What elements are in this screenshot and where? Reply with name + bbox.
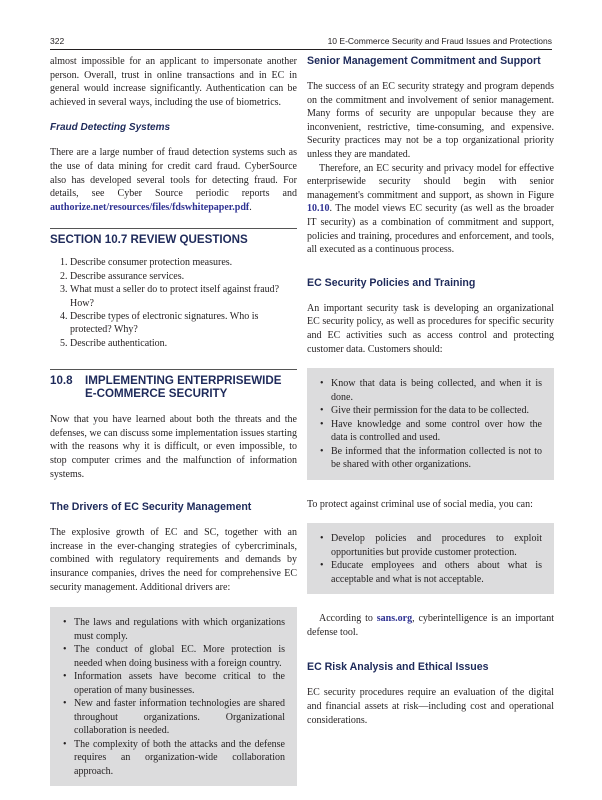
- header-rule: [50, 49, 552, 50]
- sans-paragraph: [307, 612, 554, 639]
- review-question: 4. Describe types of electronic signatures. Who is protected? Why?: [70, 310, 297, 337]
- list-item: • Be informed that the information collected is not to be shared with other organizations.: [331, 445, 542, 472]
- section-title: IMPLEMENTING ENTERPRISEWIDE E-COMMERCE SECURITY: [85, 374, 282, 401]
- fraud-link[interactable]: authorize.net/resources/files/fdswhitepaper.pdf: [50, 201, 250, 213]
- list-item: • The complexity of both the attacks and the defense requires an organization-wide collaboration approach.: [74, 738, 285, 779]
- right-column: [307, 55, 554, 727]
- drivers-list: [58, 616, 285, 778]
- customers-box: [307, 368, 554, 480]
- left-column: [50, 55, 297, 786]
- review-heading: SECTION 10.7 REVIEW QUESTIONS: [50, 233, 248, 247]
- fraud-paragraph-text: There are a large number of fraud detection systems such as the use of data mining for credit card fraud. CyberSource also has developed several tools for detecting fraud. For details, see Cyber Source periodic reports and: [50, 147, 297, 200]
- figure-ref-link[interactable]: 10.10: [307, 203, 330, 215]
- drivers-paragraph: The explosive growth of EC and SC, together with an increase in the ever-changing strategies of cybercriminals, combined with regulatory requirements and demands by insurance companies, drives the need for comprehensive EC security management. Additional drivers are:: [50, 527, 297, 593]
- risk-heading: EC Risk Analysis and Ethical Issues: [307, 661, 489, 674]
- review-rule: [50, 228, 297, 229]
- social-paragraph: To protect against criminal use of social media, you can:: [307, 498, 533, 510]
- drivers-box: [50, 607, 297, 786]
- page-number: 322: [50, 36, 65, 46]
- list-item: • Develop policies and procedures to exploit opportunities but provide customer protection.: [331, 532, 542, 559]
- policies-paragraph: An important security task is developing an organizational EC security policy, as well as procedures for specific security and EC activities such as access control and protecting customer data. Customers should:: [307, 302, 554, 355]
- list-item: • Know that data is being collected, and when it is done.: [331, 377, 542, 404]
- review-question: 1. Describe consumer protection measures.: [70, 256, 297, 269]
- list-item: • New and faster information technologies are shared throughout organizations. Organizational collaboration is needed.: [74, 697, 285, 738]
- social-box: [307, 523, 554, 594]
- social-list: [315, 532, 542, 586]
- fraud-heading: Fraud Detecting Systems: [50, 122, 171, 134]
- list-item: • Have knowledge and some control over how the data is controlled and used.: [331, 418, 542, 445]
- senior-paragraph-2-end: . The model views EC security (as well as the broader IT security) as a combination of commitment and support, policies and training, procedures and enforcement, and tools, all executed as a continuous process.: [307, 203, 554, 256]
- section-paragraph: Now that you have learned about both the threats and the defenses, we can discuss some implementation issues starting with the reasons why it is difficult, or even impossible, to stop computer crimes and the malfunction of information systems.: [50, 414, 297, 480]
- review-question: 2. Describe assurance services.: [70, 270, 297, 283]
- section-heading: [50, 374, 297, 400]
- policies-heading: EC Security Policies and Training: [307, 276, 476, 289]
- fraud-paragraph: [50, 146, 297, 214]
- senior-paragraph-2: [307, 162, 554, 257]
- list-item: • The laws and regulations with which organizations must comply.: [74, 616, 285, 643]
- review-questions: [50, 256, 297, 350]
- list-item: • Educate employees and others about what is acceptable and what is not acceptable.: [331, 559, 542, 586]
- drivers-heading: The Drivers of EC Security Management: [50, 501, 252, 514]
- sans-text-after: , cyberintelligence is an important defense tool.: [307, 613, 554, 638]
- sans-text-before: According to: [319, 613, 377, 625]
- list-item: • Information assets have become critical to the operation of many businesses.: [74, 670, 285, 697]
- risk-paragraph: EC security procedures require an evaluation of the digital and financial assets at risk—including cost and operational considerations.: [307, 687, 554, 726]
- page-header: [50, 34, 552, 50]
- senior-paragraph-1: The success of an EC security strategy and program depends on the commitment and involvement of senior management. Many forms of security are unpopular because they are inconvenient, restrictive, time-consuming, and expensive. Security practices may not be a top organizational priority unless they are mandated.: [307, 81, 554, 160]
- running-head: 10 E-Commerce Security and Fraud Issues and Protections: [327, 36, 552, 46]
- customers-list: [315, 377, 542, 472]
- senior-heading: Senior Management Commitment and Support: [307, 55, 541, 67]
- intro-paragraph: almost impossible for an applicant to impersonate another person. Overall, trust in online transactions and in EC in general would increase significantly. Authentication can be achieved in several ways, including the use of biometrics.: [50, 56, 297, 108]
- review-question: 5. Describe authentication.: [70, 337, 297, 350]
- fraud-paragraph-end: .: [249, 201, 252, 213]
- list-item: • Give their permission for the data to be collected.: [331, 404, 542, 418]
- senior-paragraph-2-text: Therefore, an EC security and privacy model for effective enterprisewide security should begin with senior management's commitment and support, as shown in Figure: [307, 162, 554, 201]
- review-question: 3. What must a seller do to protect itself against fraud? How?: [70, 283, 297, 310]
- list-item: • The conduct of global EC. More protection is needed when doing business with a foreign country.: [74, 643, 285, 670]
- sans-link[interactable]: sans.org: [376, 613, 413, 625]
- section-rule: [50, 369, 297, 370]
- section-number: 10.8: [50, 374, 73, 388]
